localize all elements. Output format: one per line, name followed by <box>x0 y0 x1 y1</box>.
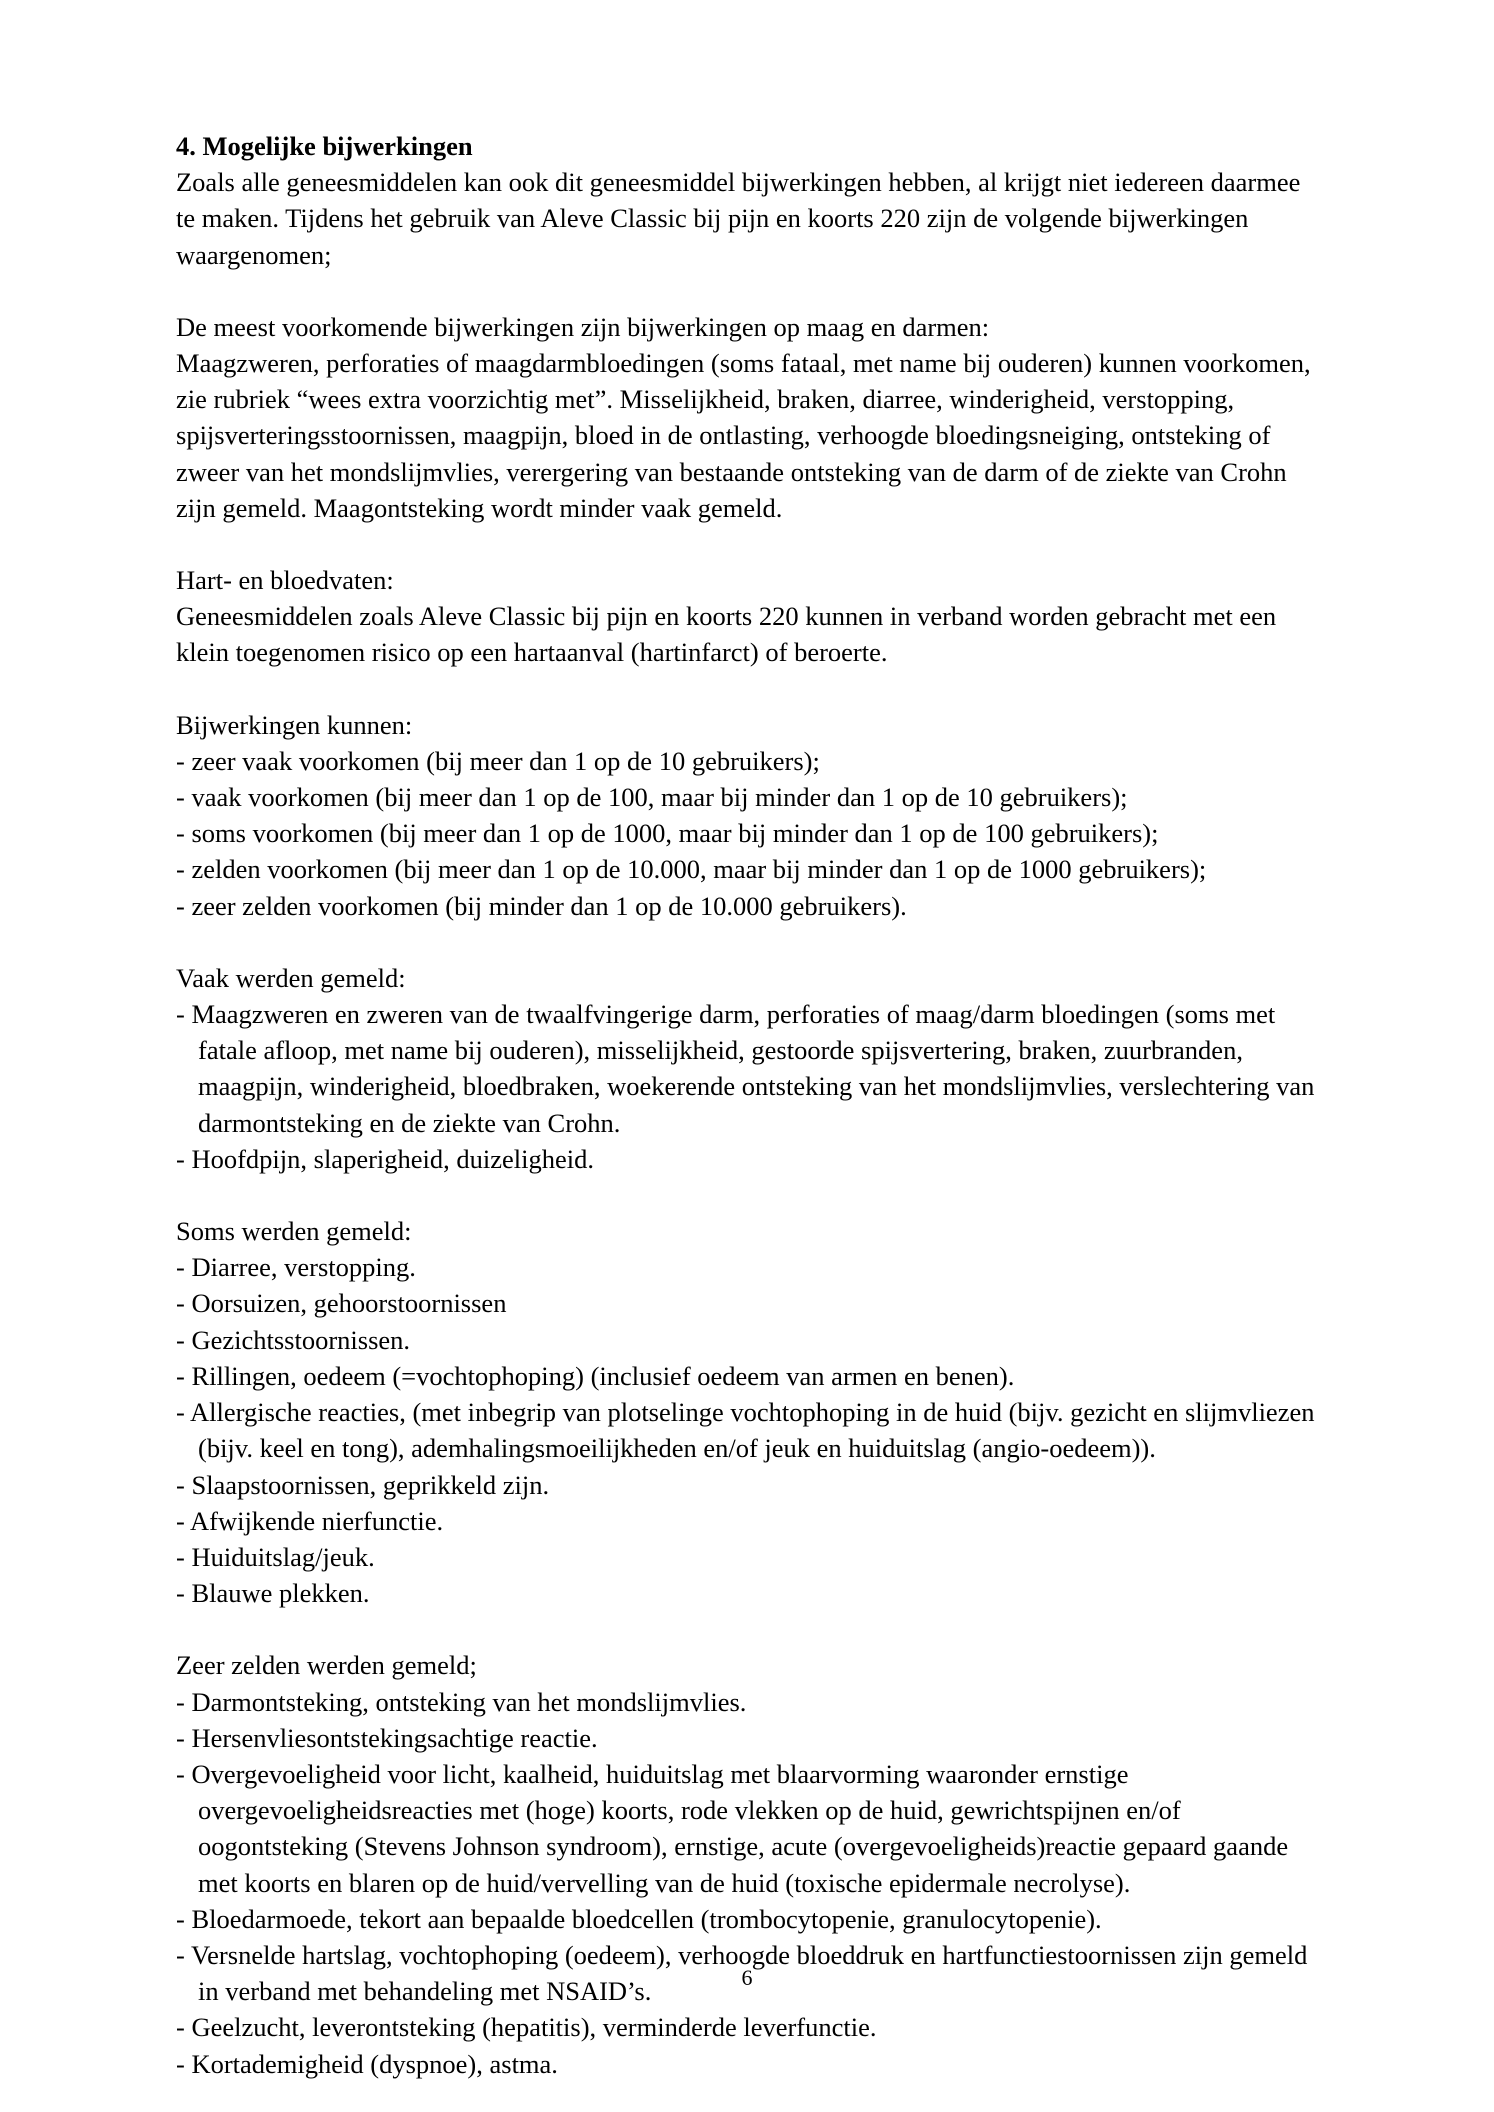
list-item: - Blauwe plekken. <box>176 1578 370 1609</box>
spacer <box>176 924 1316 960</box>
gastro-body: Maagzweren, perforaties of maagdarmbloedingen (soms fataal, met name bij ouderen) kunnen voorkomen, zie rubriek “wees extra voorzichtig met”. Misselijkheid, braken, diarree, winderigheid, verstopping, spijsverteringsstoornissen, maagpijn, bloed in de ontlasting, verhoogde bloedingsneiging, ontsteking of zweer van het mondslijmvlies, verergering van bestaande ontsteking van de darm of de ziekte van Crohn zijn gemeld. Maagontsteking wordt minder vaak gemeld. <box>176 348 1311 523</box>
list-item: - Diarree, verstopping. <box>176 1252 416 1283</box>
list-item: - zeer zelden voorkomen (bij minder dan 1 op de 10.000 gebruikers). <box>176 890 907 921</box>
list-item: - Darmontsteking, ontsteking van het mondslijmvlies. <box>176 1686 747 1717</box>
list-item: - zelden voorkomen (bij meer dan 1 op de 10.000, maar bij minder dan 1 op de 1000 gebruikers); <box>176 854 1207 885</box>
list-item: - Allergische reacties, (met inbegrip van plotselinge vochtophoping in de huid (bijv. gezicht en slijmvliezen (bijv. keel en tong), ademhalingsmoeilijkheden en/of jeuk en huiduitslag (angio-oedeem)). <box>176 1397 1315 1464</box>
very-rare-list <box>176 1684 1316 2082</box>
spacer <box>176 1177 1316 1213</box>
gastro-lead: De meest voorkomende bijwerkingen zijn bijwerkingen op maag en darmen: <box>176 311 990 342</box>
list-item: - Maagzweren en zweren van de twaalfvingerige darm, perforaties of maag/darm bloedingen (soms met fatale afloop, met name bij ouderen), misselijkheid, gestoorde spijsvertering, braken, zuurbranden, maagpijn, winderigheid, bloedbraken, woekerende ontsteking van het mondslijmvlies, verslechtering van darmontsteking en de ziekte van Crohn. <box>176 999 1315 1138</box>
list-item: - soms voorkomen (bij meer dan 1 op de 1000, maar bij minder dan 1 op de 100 gebruikers); <box>176 818 1159 849</box>
list-item: - Oorsuizen, gehoorstoornissen <box>176 1288 507 1319</box>
intro-paragraph: Zoals alle geneesmiddelen kan ook dit geneesmiddel bijwerkingen hebben, al krijgt niet iedereen daarmee te maken. Tijdens het gebruik van Aleve Classic bij pijn en koorts 220 zijn de volgende bijwerkingen waargenomen; <box>176 167 1301 270</box>
page-title: 4. Mogelijke bijwerkingen <box>176 131 473 161</box>
spacer <box>176 671 1316 707</box>
common-list <box>176 996 1316 1177</box>
list-item: - Gezichtsstoornissen. <box>176 1324 411 1355</box>
list-item: - Kortademigheid (dyspnoe), astma. <box>176 2048 558 2079</box>
frequency-lead: Bijwerkingen kunnen: <box>176 709 413 740</box>
list-item: - vaak voorkomen (bij meer dan 1 op de 100, maar bij minder dan 1 op de 10 gebruikers); <box>176 782 1128 813</box>
list-item: - Rillingen, oedeem (=vochtophoping) (inclusief oedeem van armen en benen). <box>176 1360 1015 1391</box>
frequency-list <box>176 743 1316 924</box>
spacer <box>176 526 1316 562</box>
uncommon-lead: Soms werden gemeld: <box>176 1216 412 1247</box>
cardiovascular-lead: Hart- en bloedvaten: <box>176 565 394 596</box>
list-item: - Hersenvliesontstekingsachtige reactie. <box>176 1722 598 1753</box>
list-item: - Hoofdpijn, slaperigheid, duizeligheid. <box>176 1143 595 1174</box>
page-number: 6 <box>741 1965 753 1990</box>
common-lead: Vaak werden gemeld: <box>176 962 406 993</box>
list-item: - Geelzucht, leverontsteking (hepatitis), verminderde leverfunctie. <box>176 2012 877 2043</box>
list-item: - Versnelde hartslag, vochtophoping (oedeem), verhoogde bloeddruk en hartfunctiestoornissen zijn gemeld in verband met behandeling met NSAID’s. <box>176 1939 1308 2007</box>
list-item: - Slaapstoornissen, geprikkeld zijn. <box>176 1469 550 1500</box>
list-item: - Overgevoeligheid voor licht, kaalheid, huiduitslag met blaarvorming waaronder ernstige overgevoeligheidsreacties met (hoge) koorts, rode vlekken op de huid, gewrichtspijnen en/of oogontsteking (Stevens Johnson syndroom), ernstige, acute (overgevoeligheids)reactie gepaard gaande met koorts en blaren op de huid/vervelling van de huid (toxische epidermale necrolyse). <box>176 1758 1289 1898</box>
list-item: - Bloedarmoede, tekort aan bepaalde bloedcellen (trombocytopenie, granulocytopenie). <box>176 1903 1102 1934</box>
list-item: - Afwijkende nierfunctie. <box>176 1505 444 1536</box>
list-item: - zeer vaak voorkomen (bij meer dan 1 op de 10 gebruikers); <box>176 745 820 776</box>
list-item: - Huiduitslag/jeuk. <box>176 1541 375 1572</box>
page-content <box>176 128 1316 2082</box>
spacer <box>176 273 1316 309</box>
uncommon-list <box>176 1249 1316 1611</box>
spacer <box>176 1611 1316 1647</box>
very-rare-lead: Zeer zelden werden gemeld; <box>176 1650 477 1681</box>
cardiovascular-body: Geneesmiddelen zoals Aleve Classic bij pijn en koorts 220 kunnen in verband worden gebracht met een klein toegenomen risico op een hartaanval (hartinfarct) of beroerte. <box>176 601 1277 668</box>
